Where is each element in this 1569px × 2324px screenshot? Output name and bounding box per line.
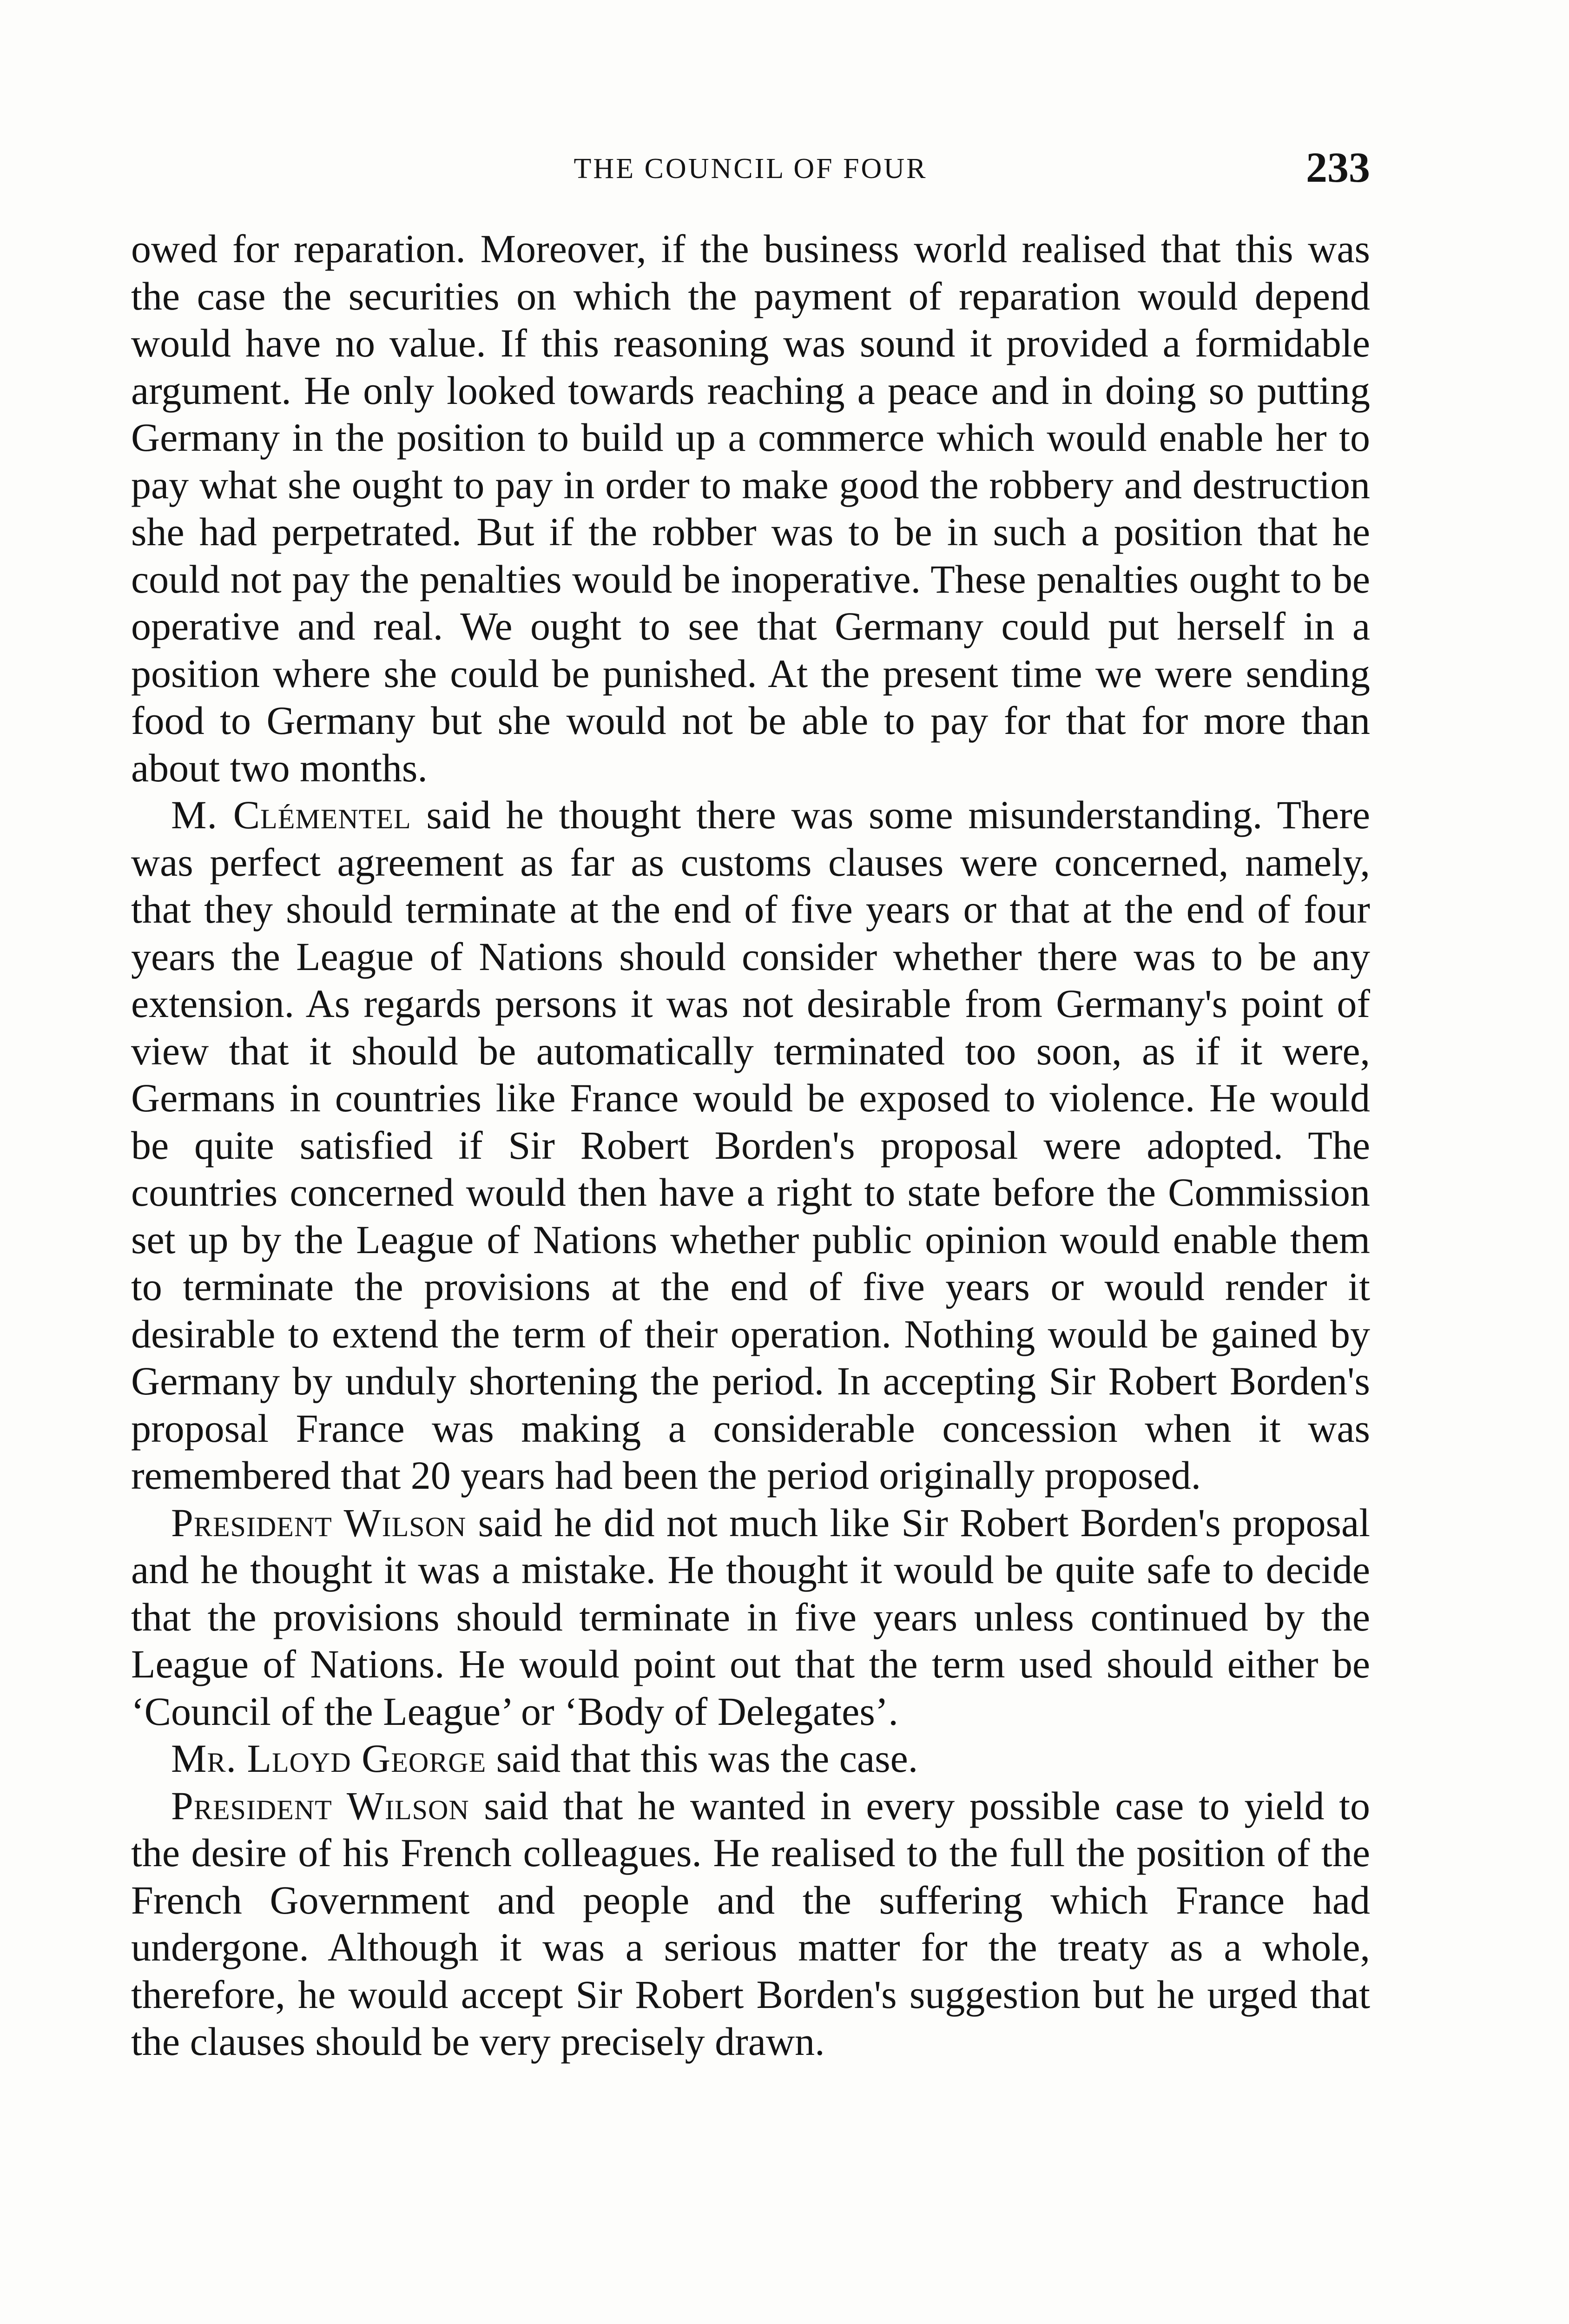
paragraph [131, 1499, 1370, 1736]
paragraph [131, 1735, 1370, 1783]
page-number: 233 [1306, 144, 1370, 191]
speaker-name: M. Clémentel [171, 792, 411, 837]
paragraph-text: said he did not much like Sir Robert Borden's proposal and he thought it was a mistake. He thought it would be quite safe to decide that the provisions should terminate in five years unless continued by the League of Nations. He would point out that the term used should either be ‘Council of the League’ or ‘Body of Delegates’. [131, 1500, 1371, 1734]
running-head [131, 144, 1370, 199]
paragraph-text: said he thought there was some misunderstanding. There was perfect agreement as far as customs clauses were concerned, namely, that they should terminate at the end of five years or that at the end of four years the League of Nations should consider whether there was to be any extension. As regards persons it was not desirable from Germany's point of view that it should be automatically terminated too soon, as if it were, Germans in countries like France would be exposed to violence. He would be quite satisfied if Sir Robert Borden's proposal were adopted. The countries concerned would then have a right to state before the Commission set up by the League of Nations whether public opinion would enable them to terminate the provisions at the end of five years or would render it desirable to extend the term of their operation. Nothing would be gained by Germany by unduly shortening the period. In accepting Sir Robert Borden's proposal France was making a considerable concession when it was remembered that 20 years had been the period originally proposed. [131, 792, 1371, 1498]
paragraph-text: said that he wanted in every possible case to yield to the desire of his French colleagues. He realised to the full the position of the French Government and people and the suffering which France had undergone. Although it was a serious matter for the treaty as a whole, therefore, he would accept Sir Robert Borden's suggestion but he urged that the clauses should be very precisely drawn. [131, 1783, 1371, 2064]
speaker-name: Mr. Lloyd George [171, 1736, 487, 1781]
speaker-name: President Wilson [171, 1500, 467, 1545]
paragraph [131, 225, 1370, 792]
paragraph-text: owed for reparation. Moreover, if the business world realised that this was the case the securities on which the payment of reparation would depend would have no value. If this reasoning was sound it provided a formidable argument. He only looked towards reaching a peace and in doing so putting Germany in the position to build up a commerce which would enable her to pay what she ought to pay in order to make good the robbery and destruction she had perpetrated. But if the robber was to be in such a position that he could not pay the penalties would be inoperative. These penalties ought to be operative and real. We ought to see that Germany could put herself in a position where she could be punished. At the present time we were sending food to Germany but she would not be able to pay for that for more than about two months. [131, 226, 1370, 790]
body-text [131, 225, 1370, 2066]
speaker-name: President Wilson [171, 1783, 469, 1828]
paragraph [131, 792, 1370, 1499]
running-head-title: THE COUNCIL OF FOUR [574, 153, 928, 185]
paragraph [131, 1783, 1370, 2066]
paragraph-text: said that this was the case. [496, 1736, 918, 1781]
